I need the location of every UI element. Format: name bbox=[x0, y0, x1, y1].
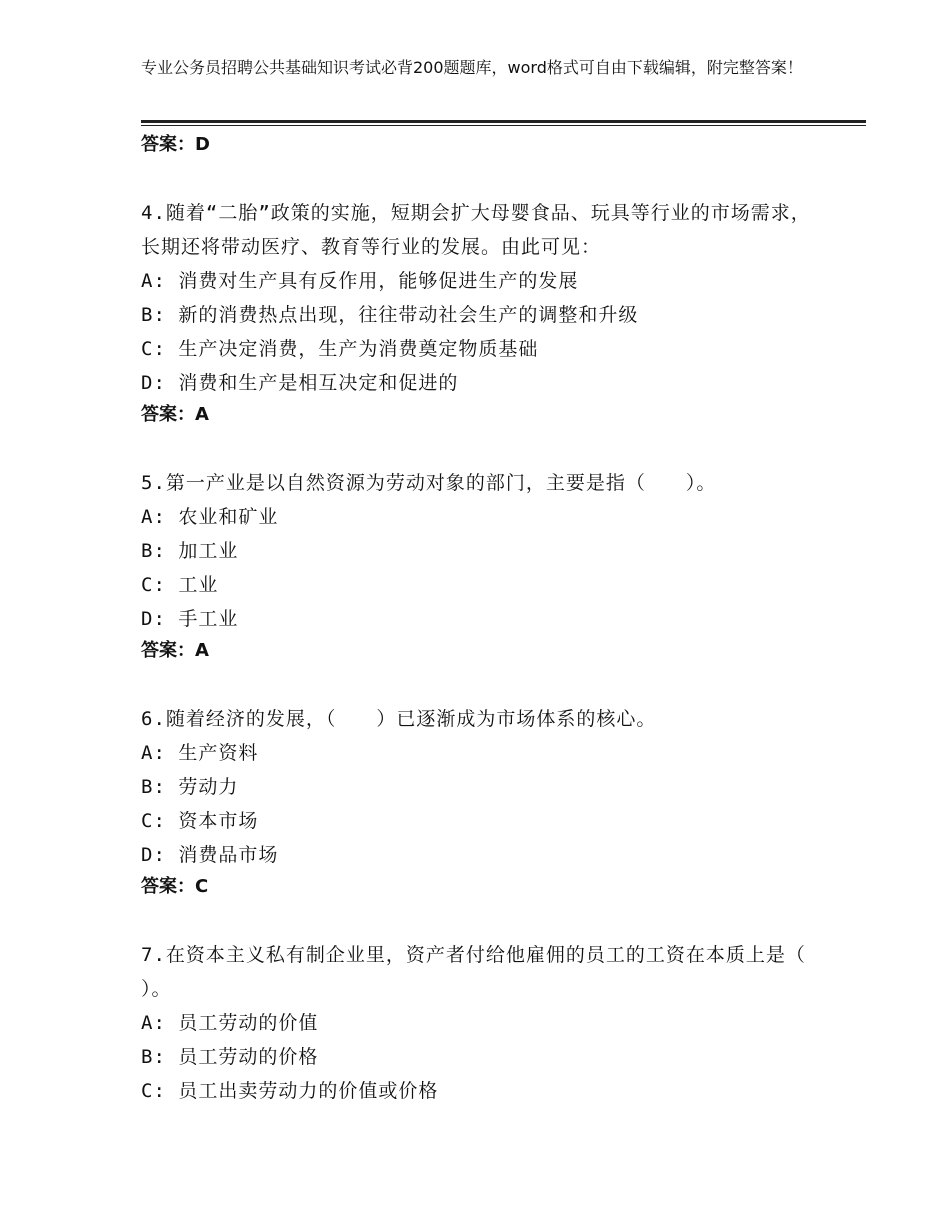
question-stem: 4.随着“二胎”政策的实施，短期会扩大母婴食品、玩具等行业的市场需求，长期还将带动医疗、教育等行业的发展。由此可见： bbox=[141, 202, 811, 258]
answer-label: 答案： bbox=[141, 640, 195, 661]
option-a: A: 员工劳动的价值 bbox=[141, 1012, 319, 1034]
question-5 bbox=[141, 466, 811, 666]
header-divider-thin bbox=[141, 125, 866, 126]
question-7 bbox=[141, 938, 811, 1108]
option-b: B: 劳动力 bbox=[141, 776, 239, 798]
answer-line bbox=[141, 400, 811, 430]
answer-line bbox=[141, 636, 811, 666]
answer-value: A bbox=[195, 640, 209, 661]
answer-label: 答案： bbox=[141, 134, 195, 155]
answer-line bbox=[141, 130, 811, 160]
option-d: D: 手工业 bbox=[141, 608, 239, 630]
answer-value: C bbox=[195, 876, 209, 897]
header-divider-thick bbox=[141, 120, 866, 123]
answer-value: A bbox=[195, 404, 209, 425]
option-b: B: 新的消费热点出现，往往带动社会生产的调整和升级 bbox=[141, 304, 639, 326]
option-a: A: 消费对生产具有反作用，能够促进生产的发展 bbox=[141, 270, 579, 292]
answer-label: 答案： bbox=[141, 404, 195, 425]
option-c: C: 工业 bbox=[141, 574, 219, 596]
option-d: D: 消费品市场 bbox=[141, 844, 279, 866]
option-a: A: 生产资料 bbox=[141, 742, 259, 764]
option-b: B: 员工劳动的价格 bbox=[141, 1046, 319, 1068]
option-c: C: 资本市场 bbox=[141, 810, 259, 832]
option-c: C: 员工出卖劳动力的价值或价格 bbox=[141, 1080, 439, 1102]
option-c: C: 生产决定消费，生产为消费奠定物质基础 bbox=[141, 338, 539, 360]
question-4 bbox=[141, 196, 811, 430]
page-header: 专业公务员招聘公共基础知识考试必背200题题库，word格式可自由下载编辑，附完整答案！ bbox=[141, 58, 803, 77]
question-stem: 6.随着经济的发展，（ ）已逐渐成为市场体系的核心。 bbox=[141, 708, 657, 730]
answer-line bbox=[141, 872, 811, 902]
answer-label: 答案： bbox=[141, 876, 195, 897]
question-list bbox=[141, 130, 811, 1108]
option-b: B: 加工业 bbox=[141, 540, 239, 562]
question-stem: 5.第一产业是以自然资源为劳动对象的部门，主要是指（ ）。 bbox=[141, 472, 717, 494]
option-a: A: 农业和矿业 bbox=[141, 506, 279, 528]
option-d: D: 消费和生产是相互决定和促进的 bbox=[141, 372, 459, 394]
question-stem: 7.在资本主义私有制企业里，资产者付给他雇佣的员工的工资在本质上是（ ）。 bbox=[141, 944, 806, 1000]
question-6 bbox=[141, 702, 811, 902]
answer-value: D bbox=[195, 134, 210, 155]
